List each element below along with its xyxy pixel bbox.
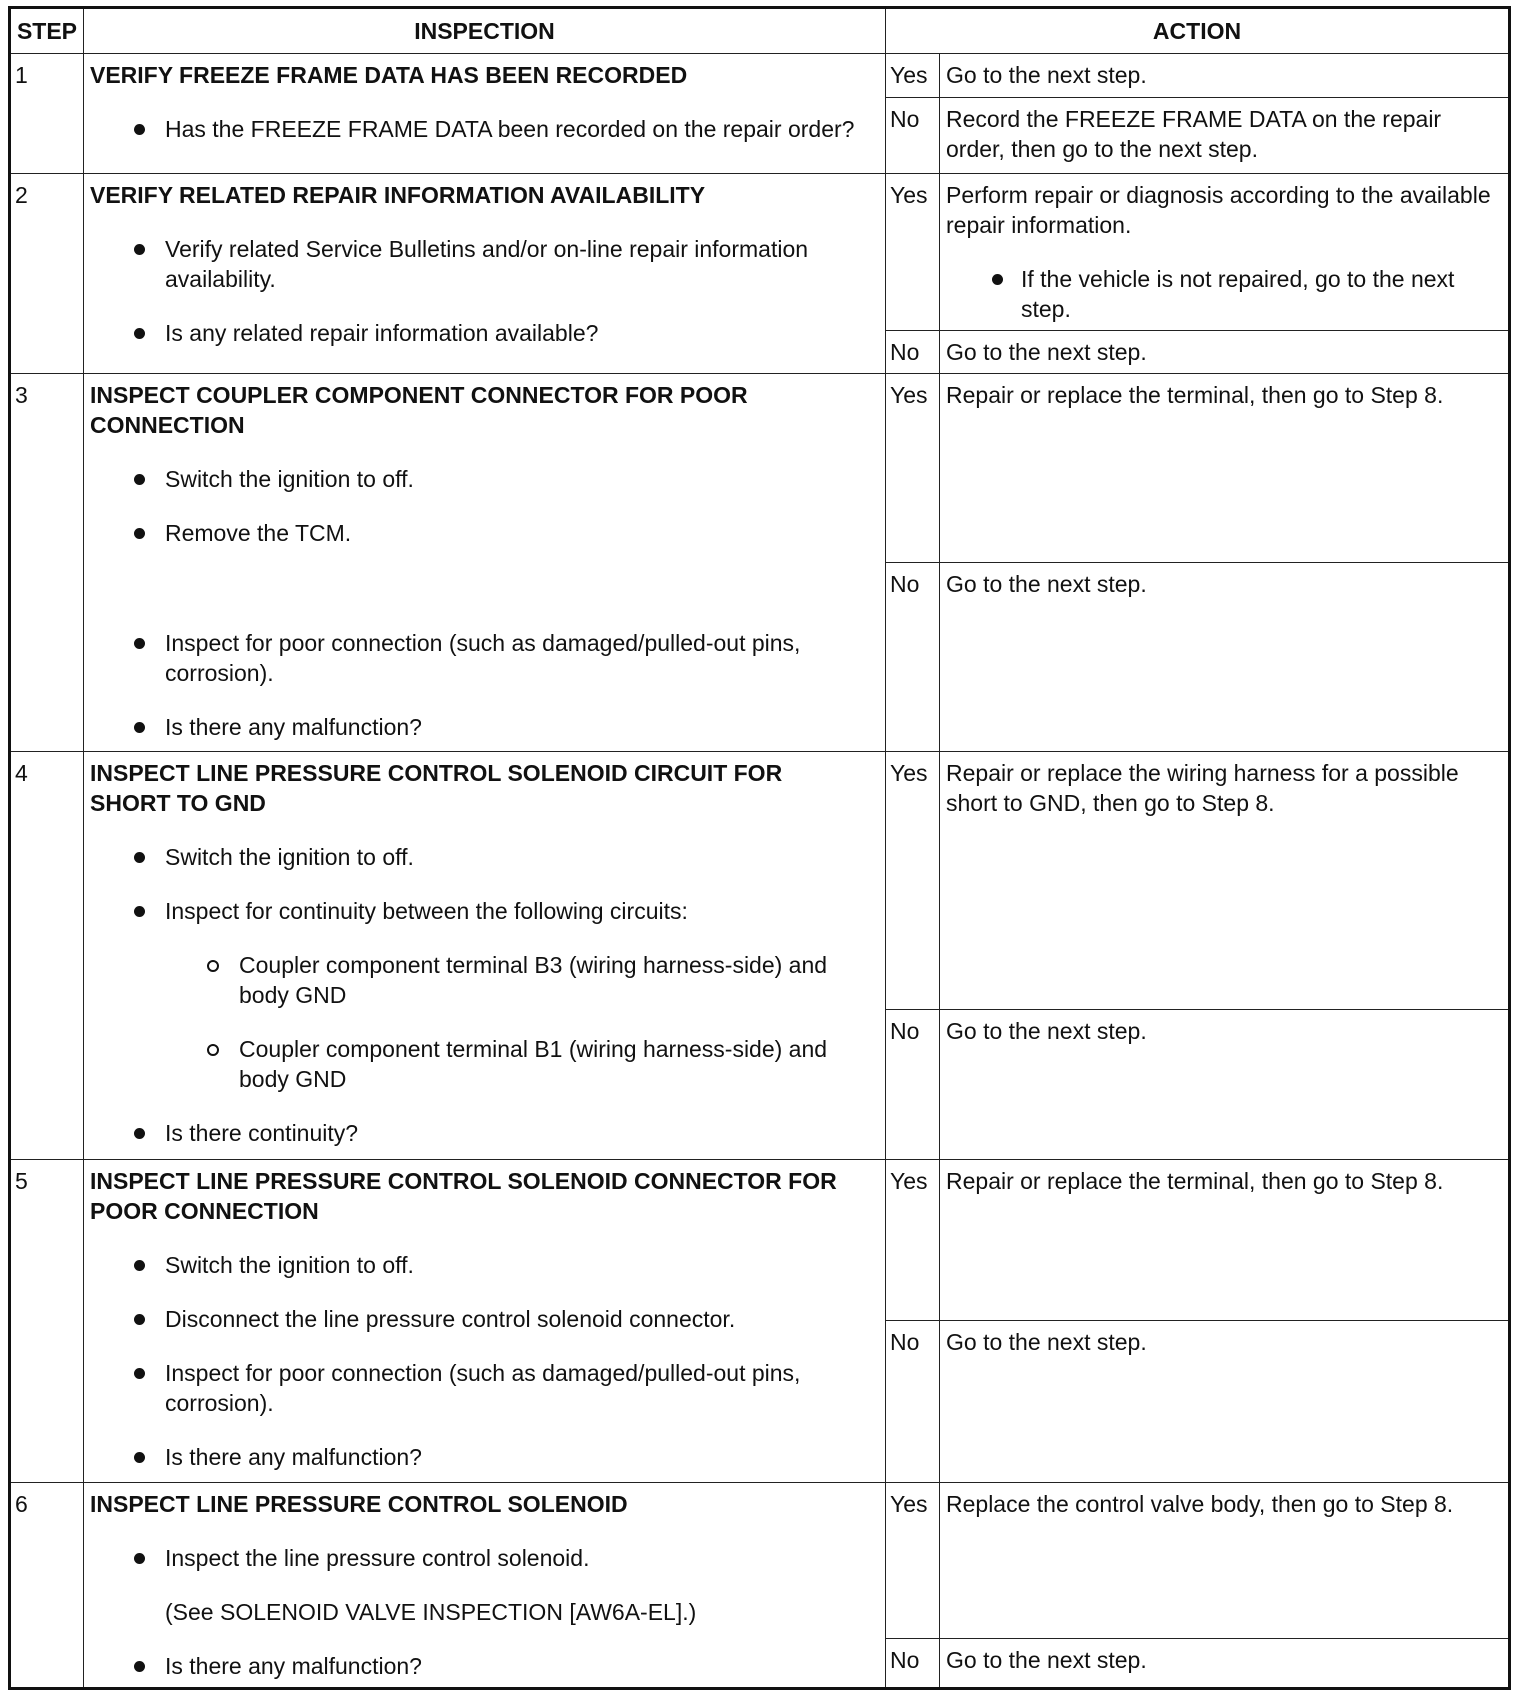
no-action: Go to the next step.	[940, 563, 1510, 752]
yes-label: Yes	[886, 752, 940, 1010]
bullet-item: Inspect for continuity between the following circuits:	[90, 896, 867, 926]
no-action: Go to the next step.	[940, 1010, 1510, 1160]
bullet-item: Switch the ignition to off.	[90, 842, 867, 872]
step-title: INSPECT LINE PRESSURE CONTROL SOLENOID CIRCUIT FOR SHORT TO GND	[90, 760, 783, 816]
diagnostic-table	[8, 6, 1511, 1690]
yes-label: Yes	[886, 1160, 940, 1321]
no-label: No	[886, 331, 940, 374]
header-row	[10, 8, 1510, 54]
yes-label: Yes	[886, 54, 940, 98]
step-number: 6	[10, 1483, 84, 1689]
no-action: Record the FREEZE FRAME DATA on the repair order, then go to the next step.	[940, 98, 1510, 174]
yes-action: Repair or replace the wiring harness for a possible short to GND, then go to Step 8.	[940, 752, 1510, 1010]
step-title: INSPECT LINE PRESSURE CONTROL SOLENOID CONNECTOR FOR POOR CONNECTION	[90, 1168, 837, 1224]
yes-action: Repair or replace the terminal, then go to Step 8.	[940, 1160, 1510, 1321]
yes-label: Yes	[886, 1483, 940, 1639]
bullet-item: Disconnect the line pressure control solenoid connector.	[90, 1304, 867, 1334]
step-1-yes-row	[10, 54, 1510, 98]
step-number: 1	[10, 54, 84, 174]
no-label: No	[886, 1638, 940, 1688]
no-label: No	[886, 1321, 940, 1483]
yes-action: Go to the next step.	[940, 54, 1510, 98]
step-title: VERIFY FREEZE FRAME DATA HAS BEEN RECORDED	[90, 62, 688, 88]
step-number: 4	[10, 752, 84, 1160]
step-2-inspection	[84, 174, 886, 374]
step-number: 2	[10, 174, 84, 374]
step-title: INSPECT LINE PRESSURE CONTROL SOLENOID	[90, 1491, 628, 1517]
step-4-yes-row	[10, 752, 1510, 1010]
no-action: Go to the next step.	[940, 1638, 1510, 1688]
step-number: 3	[10, 374, 84, 752]
bullet-item: Verify related Service Bulletins and/or on-line repair information availability.	[90, 234, 867, 294]
step-5-inspection	[84, 1160, 886, 1483]
bullet-item: Switch the ignition to off.	[90, 1250, 867, 1280]
step-3-inspection	[84, 374, 886, 752]
sub-bullet-item: Coupler component terminal B3 (wiring harness-side) and body GND	[90, 950, 867, 1010]
bullet-item: Is any related repair information available?	[90, 318, 867, 348]
reference-note: (See SOLENOID VALVE INSPECTION [AW6A-EL].)	[165, 1599, 697, 1625]
bullet-item: Is there any malfunction?	[90, 1442, 867, 1472]
action-bullet: If the vehicle is not repaired, go to the next step.	[946, 264, 1500, 324]
bullet-item: Inspect the line pressure control solenoid.	[90, 1543, 867, 1573]
no-label: No	[886, 1010, 940, 1160]
yes-action: Repair or replace the terminal, then go to Step 8.	[940, 374, 1510, 563]
header-step: STEP	[10, 8, 84, 54]
bullet-item: Inspect for poor connection (such as damaged/pulled-out pins, corrosion).	[90, 1358, 867, 1418]
step-6-yes-row	[10, 1483, 1510, 1639]
sub-bullet-item: Coupler component terminal B1 (wiring harness-side) and body GND	[90, 1034, 867, 1094]
step-number: 5	[10, 1160, 84, 1483]
no-label: No	[886, 563, 940, 752]
step-6-inspection	[84, 1483, 886, 1689]
no-action: Go to the next step.	[940, 331, 1510, 374]
step-2-yes-row	[10, 174, 1510, 331]
step-title: INSPECT COUPLER COMPONENT CONNECTOR FOR POOR CONNECTION	[90, 382, 748, 438]
bullet-item: Is there any malfunction?	[90, 1651, 867, 1681]
yes-label: Yes	[886, 374, 940, 563]
step-4-inspection	[84, 752, 886, 1160]
yes-label: Yes	[886, 174, 940, 331]
bullet-item: Remove the TCM.	[90, 518, 867, 548]
header-action: ACTION	[886, 8, 1510, 54]
no-label: No	[886, 98, 940, 174]
header-inspection: INSPECTION	[84, 8, 886, 54]
step-1-inspection	[84, 54, 886, 174]
yes-action-cell	[940, 174, 1510, 331]
no-action: Go to the next step.	[940, 1321, 1510, 1483]
bullet-item: Has the FREEZE FRAME DATA been recorded on the repair order?	[90, 114, 867, 144]
yes-action: Perform repair or diagnosis according to the available repair information.	[946, 182, 1491, 238]
bullet-item: Inspect for poor connection (such as damaged/pulled-out pins, corrosion).	[90, 628, 867, 688]
bullet-item: Is there continuity?	[90, 1118, 867, 1148]
step-5-yes-row	[10, 1160, 1510, 1321]
yes-action: Replace the control valve body, then go to Step 8.	[940, 1483, 1510, 1639]
bullet-item: Switch the ignition to off.	[90, 464, 867, 494]
bullet-item: Is there any malfunction?	[90, 712, 867, 742]
step-3-yes-row	[10, 374, 1510, 563]
step-title: VERIFY RELATED REPAIR INFORMATION AVAILABILITY	[90, 182, 706, 208]
